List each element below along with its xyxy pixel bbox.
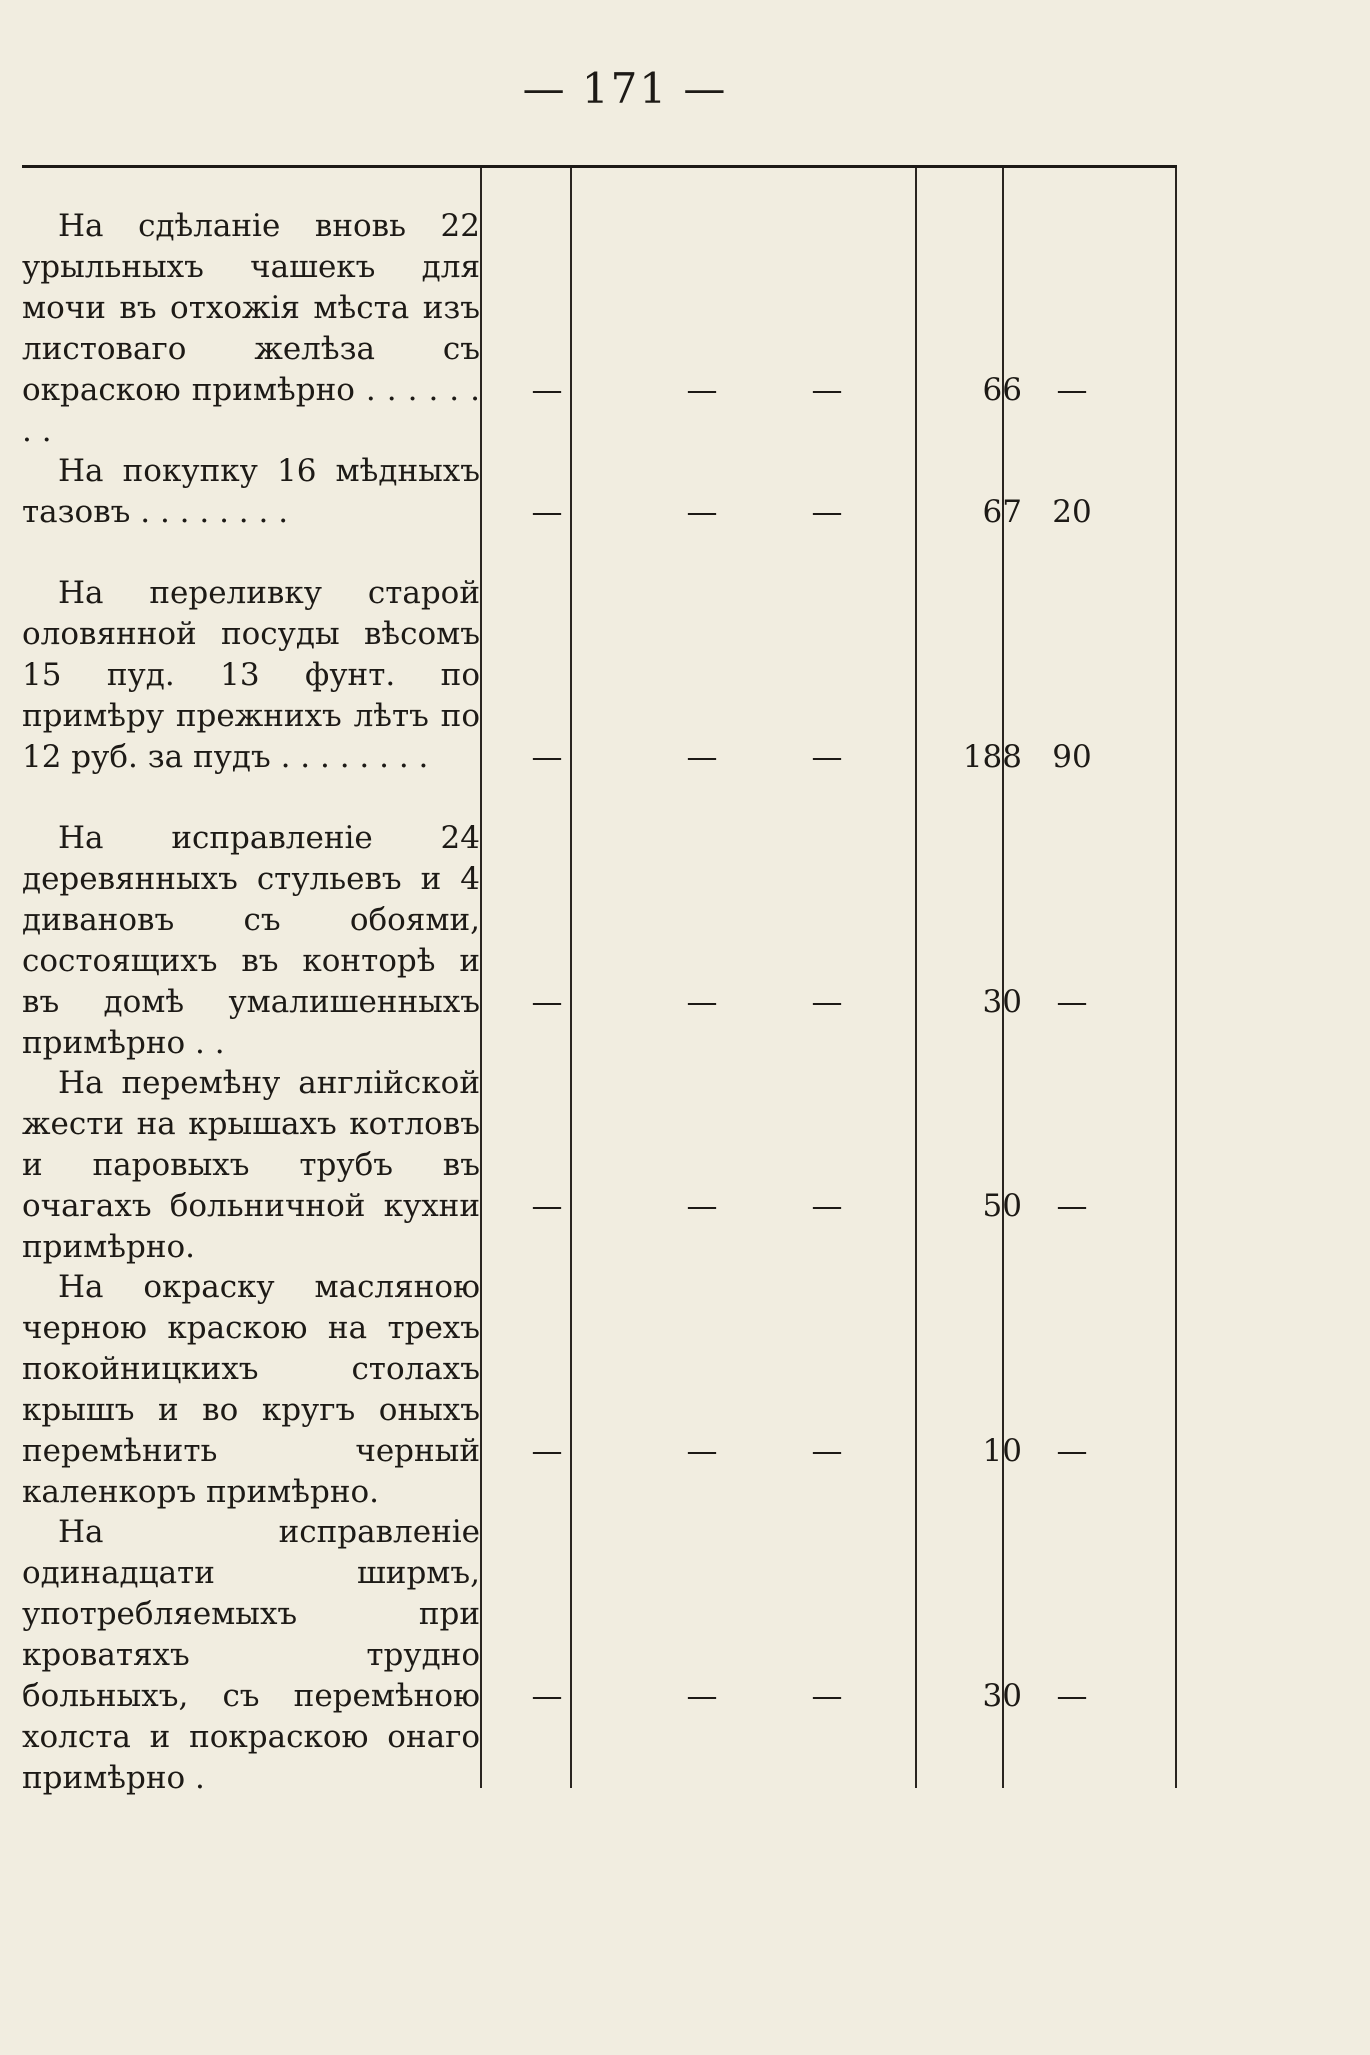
column-divider	[570, 168, 572, 1788]
expense-table	[22, 165, 1177, 1796]
cell-col3: —	[811, 984, 843, 1020]
column-divider	[1002, 168, 1004, 1788]
cell-kopecks: —	[1056, 1433, 1088, 1469]
cell-col3: —	[811, 372, 843, 408]
item-description: На перемѣну англійской жести на крышахъ котловъ и паровыхъ трубъ въ очагахъ больничной кухни примѣрно.	[22, 1065, 480, 1265]
cell-kopecks: 90	[1052, 739, 1092, 775]
item-description: На переливку старой оловянной посуды вѣсомъ 15 пуд. 13 фунт. по примѣру прежнихъ лѣтъ по 12 руб. за пудъ . . . . . . . .	[22, 575, 480, 775]
cell-kopecks: —	[1056, 1188, 1088, 1224]
cell-col1: —	[531, 1188, 563, 1224]
cell-rubles: 188	[962, 739, 1022, 775]
cell-kopecks: —	[1056, 372, 1088, 408]
cell-col3: —	[811, 494, 843, 530]
cell-col1: —	[531, 372, 563, 408]
cell-rubles: 67	[982, 494, 1022, 530]
column-divider	[915, 168, 917, 1788]
cell-rubles: 10	[982, 1433, 1022, 1469]
cell-col2: —	[686, 372, 718, 408]
item-description: На окраску масляною черною краскою на трехъ покойницкихъ столахъ крышъ и во кругъ оныхъ перемѣнить черный каленкоръ примѣрно.	[22, 1269, 480, 1510]
cell-kopecks: —	[1056, 1678, 1088, 1714]
cell-col1: —	[531, 494, 563, 530]
item-description: На исправленіе 24 деревянныхъ стульевъ и 4 дивановъ съ обоями, состоящихъ въ конторѣ и въ домѣ умалишенныхъ примѣрно . .	[22, 820, 480, 1061]
cell-rubles: 66	[982, 372, 1022, 408]
cell-col1: —	[531, 984, 563, 1020]
page-number: — 171 —	[522, 64, 728, 113]
cell-rubles: 50	[982, 1188, 1022, 1224]
cell-col2: —	[686, 984, 718, 1020]
cell-col3: —	[811, 1433, 843, 1469]
column-divider	[1175, 168, 1177, 1788]
cell-col2: —	[686, 739, 718, 775]
cell-col2: —	[686, 1433, 718, 1469]
cell-rubles: 30	[982, 984, 1022, 1020]
cell-col1: —	[531, 739, 563, 775]
cell-col3: —	[811, 739, 843, 775]
cell-col2: —	[686, 494, 718, 530]
cell-col3: —	[811, 1678, 843, 1714]
cell-col1: —	[531, 1678, 563, 1714]
item-description: На исправленіе одинадцати ширмъ, употребляемыхъ при кроватяхъ трудно больныхъ, съ перемѣною холста и покраскою онаго примѣрно .	[22, 1514, 480, 1796]
cell-col3: —	[811, 1188, 843, 1224]
cell-col1: —	[531, 1433, 563, 1469]
cell-col2: —	[686, 1188, 718, 1224]
item-description: На сдѣланіе вновь 22 урыльныхъ чашекъ для мочи въ отхожія мѣста изъ листоваго желѣза съ окраскою примѣрно . . . . . . . .	[22, 208, 480, 449]
column-divider	[480, 168, 482, 1788]
cell-kopecks: —	[1056, 984, 1088, 1020]
item-description: На покупку 16 мѣдныхъ тазовъ . . . . . . . .	[22, 453, 480, 530]
cell-rubles: 30	[982, 1678, 1022, 1714]
cell-col2: —	[686, 1678, 718, 1714]
cell-kopecks: 20	[1052, 494, 1092, 530]
